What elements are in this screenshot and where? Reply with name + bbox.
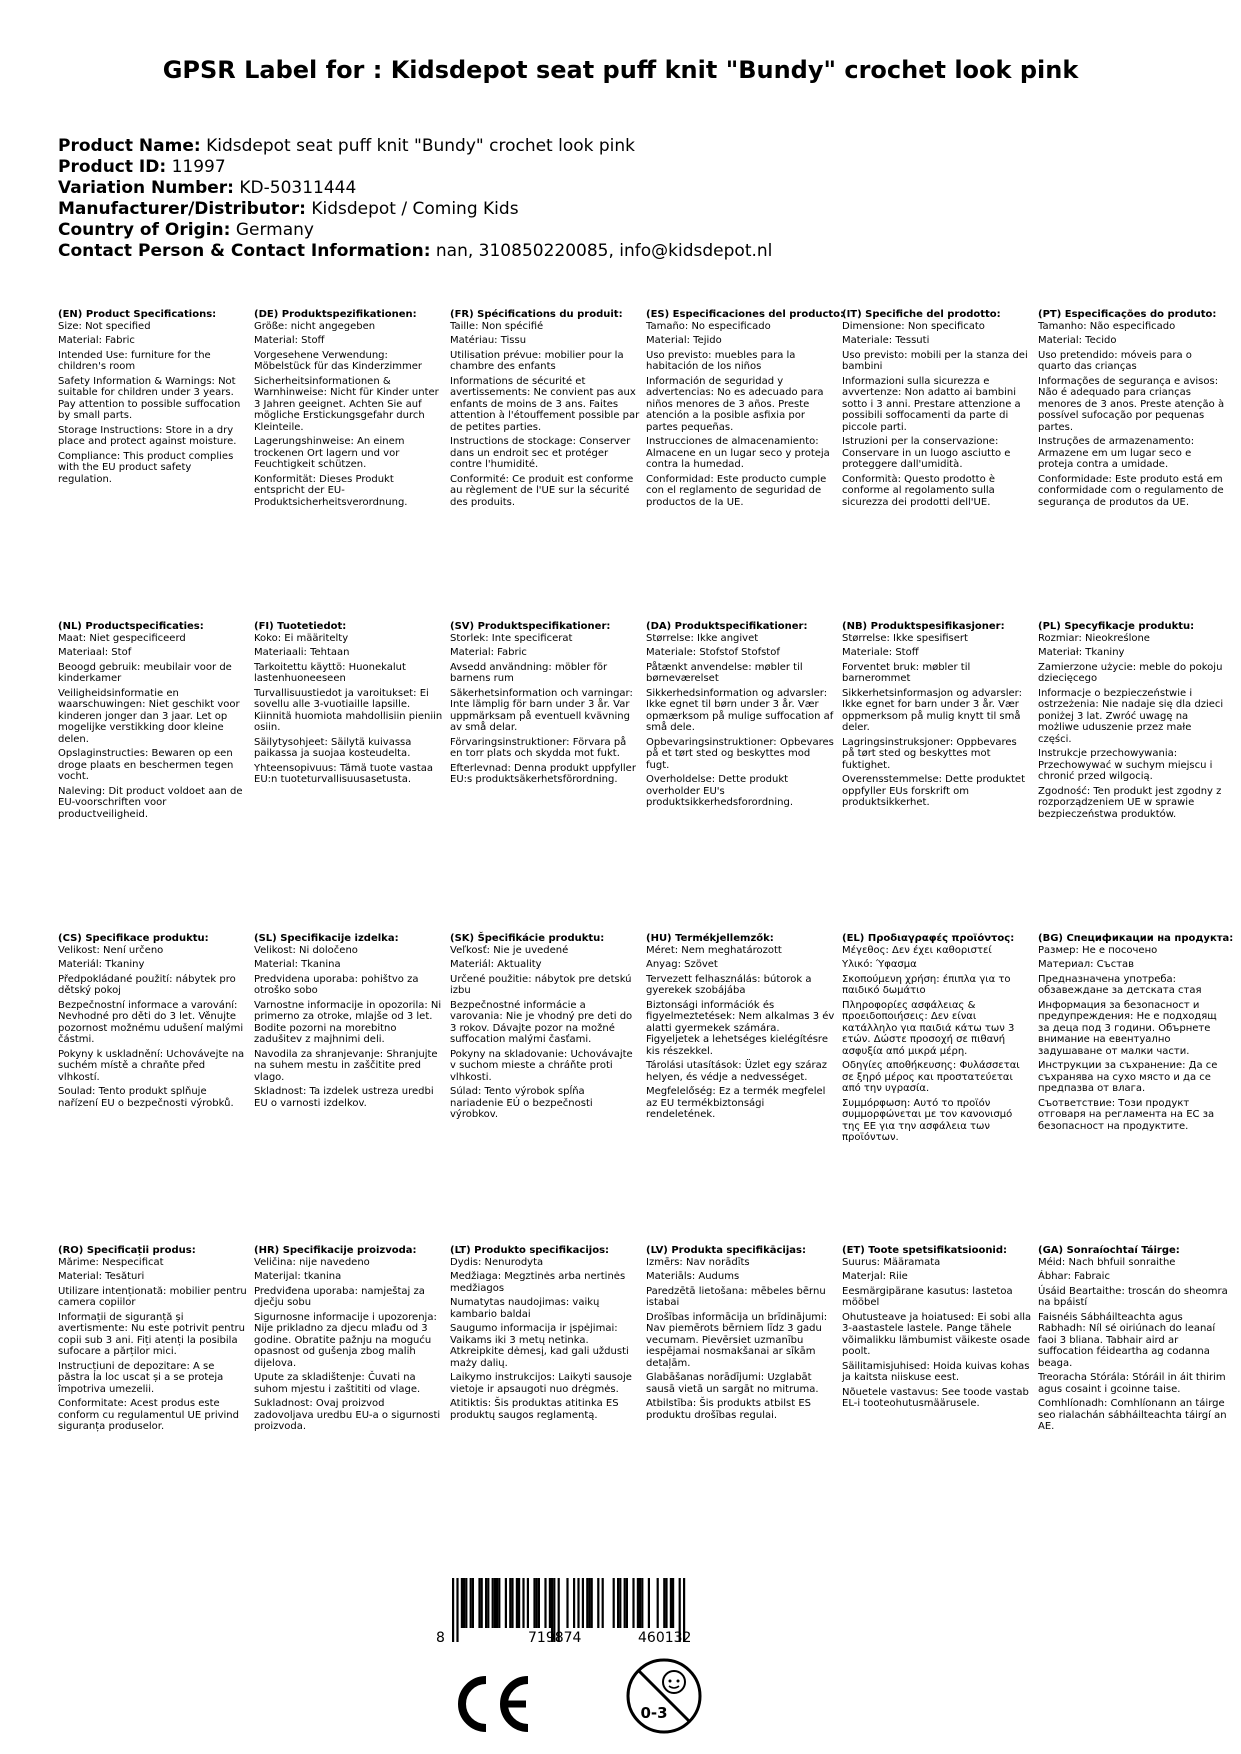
- spec-line: Съответствие: Този продукт отговаря на регламента на ЕС за безопасност на продуктите.: [1038, 1097, 1215, 1132]
- spec-line: Informations de sécurité et avertissements: Ne convient pas aux enfants de moins de 3 ans. Faites attention à l'étouffement possible par de petites parties.: [450, 375, 640, 433]
- spec-line: Bezpečnostní informace a varování: Nevhodné pro děti do 3 let. Věnujte pozornost možnému udušení malými částmi.: [58, 999, 244, 1045]
- spec-line: Material: Stoff: [254, 335, 325, 346]
- spec-line: Tamanho: Não especificado: [1038, 320, 1176, 332]
- spec-heading: (PT) Especificações do produto:: [1038, 309, 1217, 320]
- spec-line: Materjal: Riie: [842, 1271, 908, 1282]
- spec-line: Skladnost: Ta izdelek ustreza uredbi EU o varnosti izdelkov.: [254, 1086, 434, 1109]
- barcode-bar: [494, 1578, 496, 1628]
- spec-heading: (CS) Specifikace produktu:: [58, 933, 209, 944]
- barcode-bar: [549, 1578, 551, 1628]
- spec-line: Yhteensopivuus: Tämä tuote vastaa EU:n tuoteturvallisuusasetusta.: [254, 762, 433, 785]
- spec-heading: (NB) Produktspesifikasjoner:: [842, 621, 1005, 632]
- info-value: nan, 310850220085, info@kidsdepot.nl: [435, 241, 773, 261]
- spec-line: Pokyny na skladovanie: Uchovávajte v suchom mieste a chráňte proti vlhkosti.: [450, 1048, 633, 1083]
- spec-line: Anyag: Szövet: [646, 959, 718, 970]
- spec-line: Säilytysohjeet: Säilytä kuivassa paikassa ja suojaa kosteudelta.: [254, 736, 412, 759]
- spec-line: Medžiaga: Megztinės arba nertinės medžiagos: [450, 1271, 626, 1294]
- spec-heading: (NL) Productspecificaties:: [58, 621, 204, 632]
- spec-block-lv: [646, 1245, 836, 1424]
- barcode-bar: [492, 1578, 494, 1628]
- spec-line: Informații de siguranță și avertismente: Nu este potrivit pentru copii sub 3 ani. Fiți atenți la posibila sufocare a părților mici.: [58, 1311, 245, 1357]
- spec-line: Material: Fabric: [450, 647, 527, 658]
- spec-line: Opslaginstructies: Bewaren op een droge plaats en beschermen tegen vocht.: [58, 748, 234, 782]
- spec-row: [58, 621, 1234, 933]
- spec-line: Bezpečnostné informácie a varovania: Nie je vhodný pre deti do 3 rokov. Dávajte pozor na možné suffocation malými časťami.: [450, 999, 633, 1045]
- barcode-bar: [641, 1578, 643, 1628]
- barcode-bar: [538, 1578, 540, 1628]
- variation-number-row: [58, 178, 1188, 199]
- spec-line: Určené použitie: nábytok pre detskú izbu: [450, 973, 632, 996]
- spec-line: Material: Tejido: [646, 335, 722, 346]
- barcode-bar: [456, 1578, 458, 1642]
- spec-line: Størrelse: Ikke spesifisert: [842, 632, 968, 644]
- barcode-bar: [470, 1578, 472, 1628]
- spec-line: Taille: Non spécifié: [450, 320, 544, 332]
- spec-line: Overholdelse: Dette produkt overholder EU's produktsikkerhedsforordning.: [646, 774, 794, 808]
- spec-line: Predvidena uporaba: pohištvo za otroško sobo: [254, 973, 419, 996]
- spec-line: Intended Use: furniture for the children's room: [58, 349, 211, 372]
- spec-line: Conformidad: Este producto cumple con el reglamento de seguridad de productos de la UE.: [646, 473, 827, 508]
- spec-line: Opbevaringsinstruktioner: Opbevares på et tørt sted og beskyttes mod fugt.: [646, 736, 834, 771]
- spec-line: Mărime: Nespecificat: [58, 1256, 164, 1268]
- spec-line: Dimensione: Non specificato: [842, 320, 985, 332]
- spec-block-cs: [58, 933, 248, 1112]
- barcode-bar: [639, 1578, 641, 1628]
- info-label: Manufacturer/Distributor:: [58, 199, 306, 219]
- spec-heading: (RO) Specificații produs:: [58, 1245, 196, 1256]
- product-name-row: [58, 136, 1188, 157]
- spec-line: Size: Not specified: [58, 320, 151, 332]
- spec-line: Размер: Не е посочено: [1038, 944, 1158, 956]
- spec-line: Varnostne informacije in opozorila: Ni primerno za otroke, mlajše od 3 let. Bodite pozorni na morebitno zadušitev z majhnimi deli.: [254, 999, 442, 1045]
- barcode-bar: [597, 1578, 599, 1628]
- spec-block-el: [842, 933, 1032, 1147]
- spec-line: Materijal: tkanina: [254, 1271, 342, 1282]
- barcode-bar: [624, 1578, 626, 1628]
- spec-line: Materiale: Stoff: [842, 647, 919, 658]
- spec-heading: (PL) Specyfikacje produktu:: [1038, 621, 1195, 632]
- spec-line: Veličina: nije navedeno: [254, 1256, 370, 1268]
- info-label: Product Name:: [58, 136, 201, 156]
- spec-line: Tárolási utasítások: Üzlet egy száraz helyen, és védje a nedvességet.: [646, 1060, 828, 1083]
- spec-line: Úsáid Beartaithe: troscán do sheomra na bpáistí: [1038, 1285, 1228, 1308]
- spec-line: Izmērs: Nav norādīts: [646, 1256, 750, 1268]
- spec-line: Upute za skladištenje: Čuvati na suhom mjestu i zaštititi od vlage.: [254, 1372, 421, 1395]
- spec-block-hu: [646, 933, 836, 1124]
- spec-line: Säilitamisjuhised: Hoida kuivas kohas ja kaitsta niiskuse eest.: [842, 1360, 1030, 1383]
- spec-line: Conformidade: Este produto está em conformidade com o regulamento de segurança de produtos da UE.: [1038, 473, 1224, 508]
- spec-line: Veľkosť: Nie je uvedené: [450, 944, 569, 956]
- spec-line: Turvallisuustiedot ja varoitukset: Ei sovellu alle 3-vuotiaille lapsille. Kiinnitä huomiota mahdollisiin pieniin osiin.: [254, 687, 443, 733]
- barcode-bar: [509, 1578, 511, 1628]
- barcode-bar: [648, 1578, 650, 1628]
- spec-line: Predviđena uporaba: namještaj za dječju sobu: [254, 1285, 425, 1308]
- spec-line: Compliance: This product complies with the EU product safety regulation.: [58, 450, 234, 485]
- spec-line: Drošības informācija un brīdinājumi: Nav piemērots bērniem līdz 3 gadu vecumam. Pievērsiet uzmanību iespējamai nosmakšanai ar sīkām detaļām.: [646, 1311, 828, 1369]
- spec-line: Sikkerhedsinformation og advarsler: Ikke egnet til børn under 3 år. Vær opmærksom på mulige suffocation af små dele.: [646, 687, 834, 733]
- barcode-bar: [588, 1578, 590, 1628]
- spec-line: Lagringsinstruksjoner: Oppbevares på tørt sted og beskyttes mot fuktighet.: [842, 736, 1017, 771]
- spec-line: Faisnéis Sábháilteachta agus Rabhadh: Níl sé oiriúnach do leanaí faoi 3 bliana. Tabhair aird ar suffocation féideartha ag codanna beaga.: [1038, 1311, 1216, 1369]
- spec-line: Utilizare intenționată: mobilier pentru camera copiilor: [58, 1285, 247, 1308]
- barcode-bar: [619, 1578, 621, 1628]
- spec-line: Tamaño: No especificado: [646, 320, 771, 332]
- spec-line: Förvaringsinstruktioner: Förvara på en torr plats och skydda mot fukt.: [450, 736, 627, 759]
- spec-line: Overensstemmelse: Dette produktet oppfyller EUs forskrift om produktsikkerhet.: [842, 774, 1025, 808]
- spec-block-et: [842, 1245, 1032, 1413]
- barcode-bar: [573, 1578, 575, 1628]
- barcode-bar: [527, 1578, 529, 1628]
- manufacturer-row: [58, 199, 1188, 220]
- spec-line: Velikost: Není určeno: [58, 944, 164, 956]
- barcode-bar: [665, 1578, 667, 1628]
- spec-block-ro: [58, 1245, 248, 1436]
- barcode-bar: [577, 1578, 579, 1628]
- spec-line: Μέγεθος: Δεν έχει καθοριστεί: [842, 944, 992, 956]
- barcode-bar: [586, 1578, 588, 1628]
- barcode-bar: [505, 1578, 507, 1628]
- barcode-bar: [613, 1578, 615, 1628]
- spec-line: Informacje o bezpieczeństwie i ostrzeżenia: Nie nadaje się dla dzieci poniżej 3 lat. Zwróć uwagę na możliwe uduszenie przez małe części.: [1038, 687, 1224, 745]
- spec-block-bg: [1038, 933, 1234, 1135]
- page-title: GPSR Label for : Kidsdepot seat puff knit "Bundy" crochet look pink: [162, 56, 1079, 84]
- spec-line: Materiał: Tkaniny: [1038, 647, 1125, 658]
- barcode-bar: [566, 1578, 568, 1628]
- spec-heading: (EN) Product Specifications:: [58, 309, 217, 320]
- barcode-bar: [670, 1578, 672, 1628]
- spec-heading: (EL) Προδιαγραφές προϊόντος:: [842, 933, 1015, 944]
- spec-line: Material: Tkanina: [254, 959, 341, 970]
- spec-heading: (BG) Спецификации на продукта:: [1038, 933, 1234, 944]
- spec-line: Conformitate: Acest produs este conform cu regulamentul UE privind siguranța produselor.: [58, 1398, 239, 1432]
- spec-line: Konformität: Dieses Produkt entspricht der EU-Produktsicherheitsverordnung.: [254, 473, 408, 508]
- spec-line: Uso previsto: muebles para la habitación de los niños: [646, 349, 796, 372]
- spec-line: Saugumo informacija ir įspėjimai: Vaikams iki 3 metų netinka. Atkreipkite dėmesį, kad gali uždusti maży dalių.: [450, 1323, 629, 1369]
- spec-line: Soulad: Tento produkt splňuje nařízení EU o bezpečnosti výrobků.: [58, 1086, 234, 1109]
- barcode-bar: [637, 1578, 639, 1628]
- spec-line: Οδηγίες αποθήκευσης: Φυλάσσεται σε ξηρό μέρος και προστατεύεται από την υγρασία.: [842, 1060, 1020, 1094]
- spec-heading: (GA) Sonraíochtaí Táirge:: [1038, 1245, 1180, 1256]
- spec-line: Säkerhetsinformation och varningar: Inte lämplig för barn under 3 år. Var uppmärksam på eventuell kvävning av små delar.: [450, 687, 633, 733]
- spec-line: Zamierzone użycie: meble do pokoju dziecięcego: [1038, 661, 1223, 684]
- spec-line: Biztonsági információk és figyelmeztetések: Nem alkalmas 3 év alatti gyermekek számára. Figyeljetek a lehetséges kielégítésre kis részekkel.: [646, 999, 835, 1057]
- spec-line: Maat: Niet gespecificeerd: [58, 632, 186, 644]
- spec-heading: (FI) Tuotetiedot:: [254, 621, 347, 632]
- barcode-digit-lead: 8: [436, 1630, 445, 1646]
- spec-grid: [58, 309, 1234, 1557]
- spec-block-it: [842, 309, 1032, 511]
- spec-line: Atbilstība: Šis produkts atbilst ES produktu drošības regulai.: [646, 1398, 812, 1421]
- spec-block-nb: [842, 621, 1032, 812]
- spec-line: Navodila za shranjevanje: Shranjujte na suhem mestu in zaščitite pred vlago.: [254, 1048, 438, 1083]
- spec-line: Instructions de stockage: Conserver dans un endroit sec et protéger contre l'humidité.: [450, 436, 631, 470]
- product-info: [58, 136, 1188, 262]
- barcode-bar: [626, 1578, 628, 1628]
- spec-heading: (SK) Špecifikácie produktu:: [450, 933, 605, 944]
- spec-line: Uso pretendido: móveis para o quarto das crianças: [1038, 349, 1192, 372]
- barcode-bar: [452, 1578, 454, 1642]
- barcode-bar: [487, 1578, 489, 1628]
- spec-line: Méid: Nach bhfuil sonraithe: [1038, 1256, 1176, 1268]
- ean-barcode: [436, 1578, 736, 1654]
- barcode-bar: [602, 1578, 604, 1628]
- spec-line: Vorgesehene Verwendung: Möbelstück für das Kinderzimmer: [254, 349, 423, 372]
- spec-block-nl: [58, 621, 248, 823]
- spec-line: Materiaal: Stof: [58, 647, 132, 658]
- info-value: KD-50311444: [239, 178, 357, 198]
- spec-line: Instrucciones de almacenamiento: Almacene en un lugar seco y proteja contra la humedad.: [646, 436, 830, 470]
- spec-line: Информация за безопасност и предупреждения: Не е подходящ за деца под 3 години. Обърнете внимание на евентуално задушаване от малки части.: [1038, 999, 1217, 1057]
- spec-line: Instrukcje przechowywania: Przechowywać w suchym miejscu i chronić przed wilgocią.: [1038, 748, 1213, 782]
- spec-line: Предназначена употреба: обзавеждане за детската стая: [1038, 973, 1202, 996]
- spec-line: Beoogd gebruik: meubilair voor de kinderkamer: [58, 661, 232, 684]
- spec-line: Sicherheitsinformationen & Warnhinweise: Nicht für Kinder unter 3 Jahren geeignet. Achten Sie auf mögliche Erstickungsgefahr durch Kleinteile.: [254, 375, 439, 433]
- info-value: Kidsdepot seat puff knit "Bundy" crochet look pink: [206, 136, 636, 156]
- spec-line: Paredzētā lietošana: mēbeles bērnu istabai: [646, 1285, 826, 1308]
- spec-line: Koko: Ei määritelty: [254, 632, 349, 644]
- spec-block-sk: [450, 933, 640, 1124]
- spec-line: Materiál: Aktuality: [450, 959, 542, 970]
- spec-heading: (SV) Produktspecifikationer:: [450, 621, 611, 632]
- spec-line: Pokyny k uskladnění: Uchovávejte na suchém místě a chraňte před vlhkostí.: [58, 1048, 245, 1083]
- spec-line: Ohutusteave ja hoiatused: Ei sobi alla 3-aastastele lastele. Pange tähele võimalikku lämbumist väikeste osade poolt.: [842, 1311, 1032, 1357]
- spec-block-es: [646, 309, 845, 511]
- spec-line: Conformité: Ce produit est conforme au règlement de l'UE sur la sécurité des produits.: [450, 473, 634, 508]
- spec-line: Ábhar: Fabraic: [1038, 1271, 1110, 1282]
- spec-line: Størrelse: Ikke angivet: [646, 632, 759, 644]
- spec-heading: (DA) Produktspecifikationer:: [646, 621, 808, 632]
- spec-line: Dydis: Nenurodyta: [450, 1256, 544, 1268]
- age-range-label: 0-3: [640, 1704, 668, 1722]
- barcode-bar: [518, 1578, 520, 1628]
- barcode-bar: [657, 1578, 659, 1628]
- spec-line: Tervezett felhasználás: bútorok a gyerekek szobájába: [646, 973, 812, 996]
- info-label: Country of Origin:: [58, 220, 231, 240]
- spec-line: Velikost: Ni določeno: [254, 944, 358, 956]
- spec-line: Suurus: Määramata: [842, 1256, 941, 1268]
- spec-line: Materiál: Tkaniny: [58, 959, 145, 970]
- barcode-bar: [478, 1578, 480, 1628]
- info-label: Variation Number:: [58, 178, 234, 198]
- spec-block-sv: [450, 621, 640, 789]
- spec-line: Tarkoitettu käyttö: Huonekalut lastenhuoneeseen: [254, 661, 406, 684]
- barcode-bar: [522, 1578, 524, 1628]
- spec-line: Veiligheidsinformatie en waarschuwingen: Niet geschikt voor kinderen jonger dan 3 jaar. Let op mogelijke verstikking door kleine delen.: [58, 687, 240, 745]
- spec-line: Sukladnost: Ovaj proizvod zadovoljava uredbu EU-a o sigurnosti proizvoda.: [254, 1398, 441, 1432]
- spec-heading: (IT) Specifiche del prodotto:: [842, 309, 1001, 320]
- spec-line: Nõuetele vastavus: See toode vastab EL-i tooteohutusmäärusele.: [842, 1386, 1029, 1409]
- spec-line: Инструкции за съхранение: Да се съхранява на сухо място и да се предпазва от влага.: [1038, 1060, 1218, 1094]
- spec-heading: (ET) Toote spetsifikatsioonid:: [842, 1245, 1008, 1256]
- spec-line: Naleving: Dit product voldoet aan de EU-voorschriften voor productveiligheid.: [58, 785, 243, 820]
- spec-line: Información de seguridad y advertencias: No es adecuado para niños menores de 3 años. Preste atención a la posible asfixia por partes pequeñas.: [646, 375, 824, 433]
- spec-line: Eesmärgipärane kasutus: lastetoa mööbel: [842, 1285, 1013, 1308]
- spec-block-pl: [1038, 621, 1228, 823]
- spec-block-lt: [450, 1245, 640, 1424]
- spec-line: Laikymo instrukcijos: Laikyti sausoje vietoje ir apsaugoti nuo drėgmės.: [450, 1372, 632, 1395]
- spec-line: Atitiktis: Šis produktas atitinka ES produktų saugos reglamentą.: [450, 1398, 619, 1421]
- barcode-bar: [536, 1578, 538, 1628]
- barcode-bar: [465, 1578, 467, 1628]
- info-value: 11997: [171, 157, 226, 177]
- spec-row: [58, 309, 1234, 621]
- spec-line: Informações de segurança e avisos: Não é adequado para crianças menores de 3 anos. Preste atenção à possível sufocação por pequenas partes.: [1038, 375, 1225, 433]
- spec-line: Zgodność: Ten produkt jest zgodny z rozporządzeniem UE w sprawie bezpieczeństwa produktów.: [1038, 785, 1222, 820]
- spec-line: Material: Tecido: [1038, 335, 1117, 346]
- contact-row: [58, 241, 1188, 262]
- spec-line: Materiale: Stofstof Stofstof: [646, 647, 780, 658]
- spec-heading: (ES) Especificaciones del producto:: [646, 309, 845, 320]
- info-label: Contact Person & Contact Information:: [58, 241, 431, 261]
- spec-row: [58, 1245, 1234, 1557]
- spec-line: Materiāls: Audums: [646, 1271, 740, 1282]
- info-label: Product ID:: [58, 157, 167, 177]
- spec-heading: (FR) Spécifications du produit:: [450, 309, 623, 320]
- spec-line: Forventet bruk: møbler til barnerommet: [842, 661, 971, 684]
- barcode-digits-right: 460132: [638, 1630, 692, 1646]
- spec-line: Sigurnosne informacije i upozorenja: Nije prikladno za djecu mlađu od 3 godine. Obratite pažnju na moguću opasnost od gušenja zbog malih dijelova.: [254, 1311, 437, 1369]
- barcode-bar: [461, 1578, 463, 1628]
- barcode-bar: [498, 1578, 500, 1628]
- ce-mark-icon: [450, 1672, 534, 1736]
- spec-line: Instruções de armazenamento: Armazene em um lugar seco e proteja contra a umidade.: [1038, 436, 1195, 470]
- spec-block-en: [58, 309, 248, 488]
- barcode-bar: [544, 1578, 546, 1628]
- spec-line: Istruzioni per la conservazione: Conservare in un luogo asciutto e proteggere dall'umidità.: [842, 436, 1011, 470]
- spec-line: Súlad: Tento výrobok spĺňa nariadenie EÚ o bezpečnosti výrobkov.: [450, 1086, 593, 1120]
- spec-line: Größe: nicht angegeben: [254, 320, 376, 332]
- spec-line: Uso previsto: mobili per la stanza dei bambini: [842, 349, 1028, 372]
- barcode-bar: [463, 1578, 465, 1628]
- spec-line: Material: Fabric: [58, 335, 135, 346]
- spec-line: Lagerungshinweise: An einem trockenen Ort lagern und vor Feuchtigkeit schützen.: [254, 436, 405, 470]
- spec-block-fr: [450, 309, 640, 511]
- spec-line: Comhlíonadh: Comhlíonann an táirge seo rialachán sábháilteachta táirgí an AE.: [1038, 1398, 1227, 1432]
- spec-heading: (SL) Specifikacije izdelka:: [254, 933, 399, 944]
- barcode-bar: [591, 1578, 593, 1628]
- spec-row: [58, 933, 1234, 1245]
- spec-line: Matériau: Tissu: [450, 335, 527, 346]
- barcode-bar: [485, 1578, 487, 1628]
- not-for-under-3-icon: [624, 1656, 704, 1736]
- barcode-bar: [533, 1578, 535, 1628]
- spec-heading: (LV) Produkta specifikācijas:: [646, 1245, 806, 1256]
- spec-line: Efterlevnad: Denna produkt uppfyller EU:s produktsäkerhetsförordning.: [450, 762, 636, 785]
- spec-line: Σκοπούμενη χρήση: έπιπλα για το παιδικό δωμάτιο: [842, 973, 1011, 996]
- barcode-bar: [617, 1578, 619, 1628]
- spec-line: Utilisation prévue: mobilier pour la chambre des enfants: [450, 349, 624, 372]
- spec-line: Avsedd användning: möbler för barnens rum: [450, 661, 608, 684]
- spec-block-fi: [254, 621, 444, 789]
- spec-line: Megfelelőség: Ez a termék megfelel az EU termékbiztonsági rendeletének.: [646, 1086, 826, 1120]
- spec-line: Storlek: Inte specificerat: [450, 632, 573, 644]
- spec-line: Sikkerhetsinformasjon og advarsler: Ikke egnet for barn under 3 år. Vær oppmerksom på mulig knytt til små deler.: [842, 687, 1022, 733]
- spec-line: Материал: Състав: [1038, 959, 1135, 970]
- spec-line: Předpokládané použití: nábytek pro dětský pokoj: [58, 973, 236, 996]
- spec-heading: (DE) Produktspezifikationen:: [254, 309, 417, 320]
- barcode-bar: [481, 1578, 483, 1628]
- spec-heading: (HU) Termékjellemzők:: [646, 933, 774, 944]
- barcode-bar: [632, 1578, 634, 1628]
- spec-line: Storage Instructions: Store in a dry place and protect against moisture.: [58, 424, 237, 447]
- spec-line: Safety Information & Warnings: Not suitable for children under 3 years. Pay attention to possible suffocation by small parts.: [58, 375, 241, 421]
- country-of-origin-row: [58, 220, 1188, 241]
- barcode-bar: [472, 1578, 474, 1628]
- spec-line: Materiale: Tessuti: [842, 335, 930, 346]
- spec-line: Υλικό: Ύφασμα: [842, 959, 917, 970]
- spec-line: Material: Tesături: [58, 1271, 145, 1282]
- barcode-bar: [663, 1578, 665, 1628]
- barcode-bar: [511, 1578, 513, 1628]
- barcode-bar: [672, 1578, 674, 1628]
- spec-line: Materiaali: Tehtaan: [254, 647, 350, 658]
- spec-heading: (LT) Produkto specifikacijos:: [450, 1245, 610, 1256]
- info-value: Germany: [235, 220, 314, 240]
- barcode-digits-left: 719874: [528, 1630, 582, 1646]
- spec-block-sl: [254, 933, 444, 1112]
- barcode-bar: [582, 1578, 584, 1628]
- spec-line: Συμμόρφωση: Αυτό το προϊόν συμμορφώνεται με τον κανονισμό της ΕΕ για την ασφάλεια των προϊόντων.: [842, 1097, 1013, 1143]
- spec-line: Glabāšanas norādījumi: Uzglabāt sausā vietā un sargāt no mitruma.: [646, 1372, 819, 1395]
- info-value: Kidsdepot / Coming Kids: [311, 199, 519, 219]
- spec-line: Informazioni sulla sicurezza e avvertenze: Non adatto ai bambini sotto i 3 anni. Prestare attenzione a possibili soffocamenti da parte di piccole parti.: [842, 375, 1021, 433]
- spec-line: Treoracha Stórála: Stóráil in áit thirim agus cosaint i gcoinne taise.: [1038, 1372, 1226, 1395]
- spec-line: Méret: Nem meghatározott: [646, 944, 782, 956]
- spec-block-hr: [254, 1245, 444, 1436]
- spec-line: Conformità: Questo prodotto è conforme al regolamento sulla sicurezza dei prodotti dell'UE.: [842, 473, 996, 508]
- spec-block-ga: [1038, 1245, 1228, 1436]
- barcode-bar: [516, 1578, 518, 1628]
- spec-block-pt: [1038, 309, 1228, 511]
- spec-line: Instrucțiuni de depozitare: A se păstra la loc uscat și a se proteja împotriva umezelii.: [58, 1360, 224, 1395]
- spec-block-da: [646, 621, 836, 812]
- spec-line: Πληροφορίες ασφάλειας & προειδοποιήσεις: Δεν είναι κατάλληλο για παιδιά κάτω των 3 ετών. Δώστε προσοχή σε πιθανή ασφυξία από μικρά μέρη.: [842, 999, 1015, 1057]
- spec-heading: (HR) Specifikacije proizvoda:: [254, 1245, 417, 1256]
- spec-line: Påtænkt anvendelse: møbler til børneværelset: [646, 661, 803, 684]
- spec-block-de: [254, 309, 444, 511]
- barcode-bar: [496, 1578, 498, 1628]
- product-id-row: [58, 157, 1188, 178]
- spec-line: Rozmiar: Nieokreślone: [1038, 632, 1150, 644]
- spec-line: Numatytas naudojimas: vaikų kambario baldai: [450, 1297, 600, 1320]
